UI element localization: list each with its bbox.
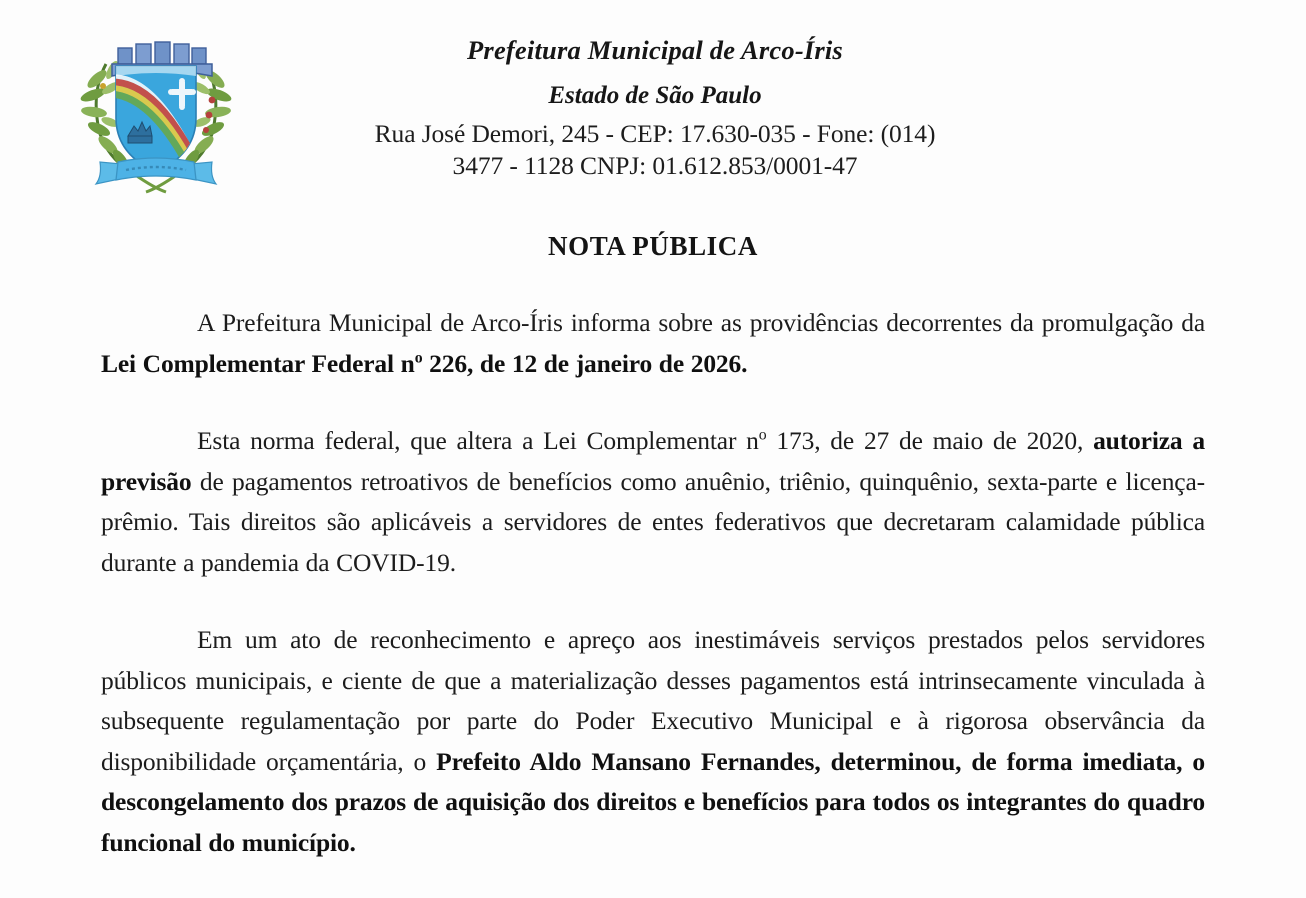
address-line-2: 3477 - 1128 CNPJ: 01.612.853/0001-47 [452,151,858,181]
organization-block [250,34,1060,183]
address-line-1: Rua José Demori, 245 - CEP: 17.630-035 - Fone: (014) [374,118,936,148]
paragraph-1: A Prefeitura Municipal de Arco-Íris informa sobre as providências decorrentes da promulgação da Lei Complementar Federal $n^o$ 226, de 12 de janeiro de 2026. [101,308,1205,378]
paragraph-3: Em um ato de reconhecimento e apreço aos inestimáveis serviços prestados pelos servidores públicos municipais, e ciente de que a materialização desses pagamentos está intrinsecamente vinculada à subsequente regulamentação por parte do Poder Executivo Municipal e à rigorosa observância da disponibilidade orçamentária, o Prefeito Aldo Mansano Fernandes, determinou, de forma imediata, o descongelamento dos prazos de aquisição dos direitos e benefícios para todos os integrantes do quadro funcional do município. [101,625,1205,857]
organization-name: Prefeitura Municipal de Arco-Íris [467,35,843,65]
document-body [53,303,1253,863]
organization-address [250,118,1060,183]
letterhead [0,0,1306,205]
page-title: NOTA PÚBLICA [548,231,758,261]
paragraph-2: Esta norma federal, que altera a Lei Complementar $n^o$ 173, de 27 de maio de 2020, autoriza a previsão de pagamentos retroativos de benefícios como anuênio, triênio, quinquênio, sexta-parte e licença-prêmio. Tais direitos são aplicáveis a servidores de entes federativos que decretaram calamidade pública durante a pandemia da COVID-19. [101,426,1205,577]
coat-of-arms-icon [66,22,246,200]
organization-state: Estado de São Paulo [548,82,762,110]
ribbon-banner [96,158,216,184]
